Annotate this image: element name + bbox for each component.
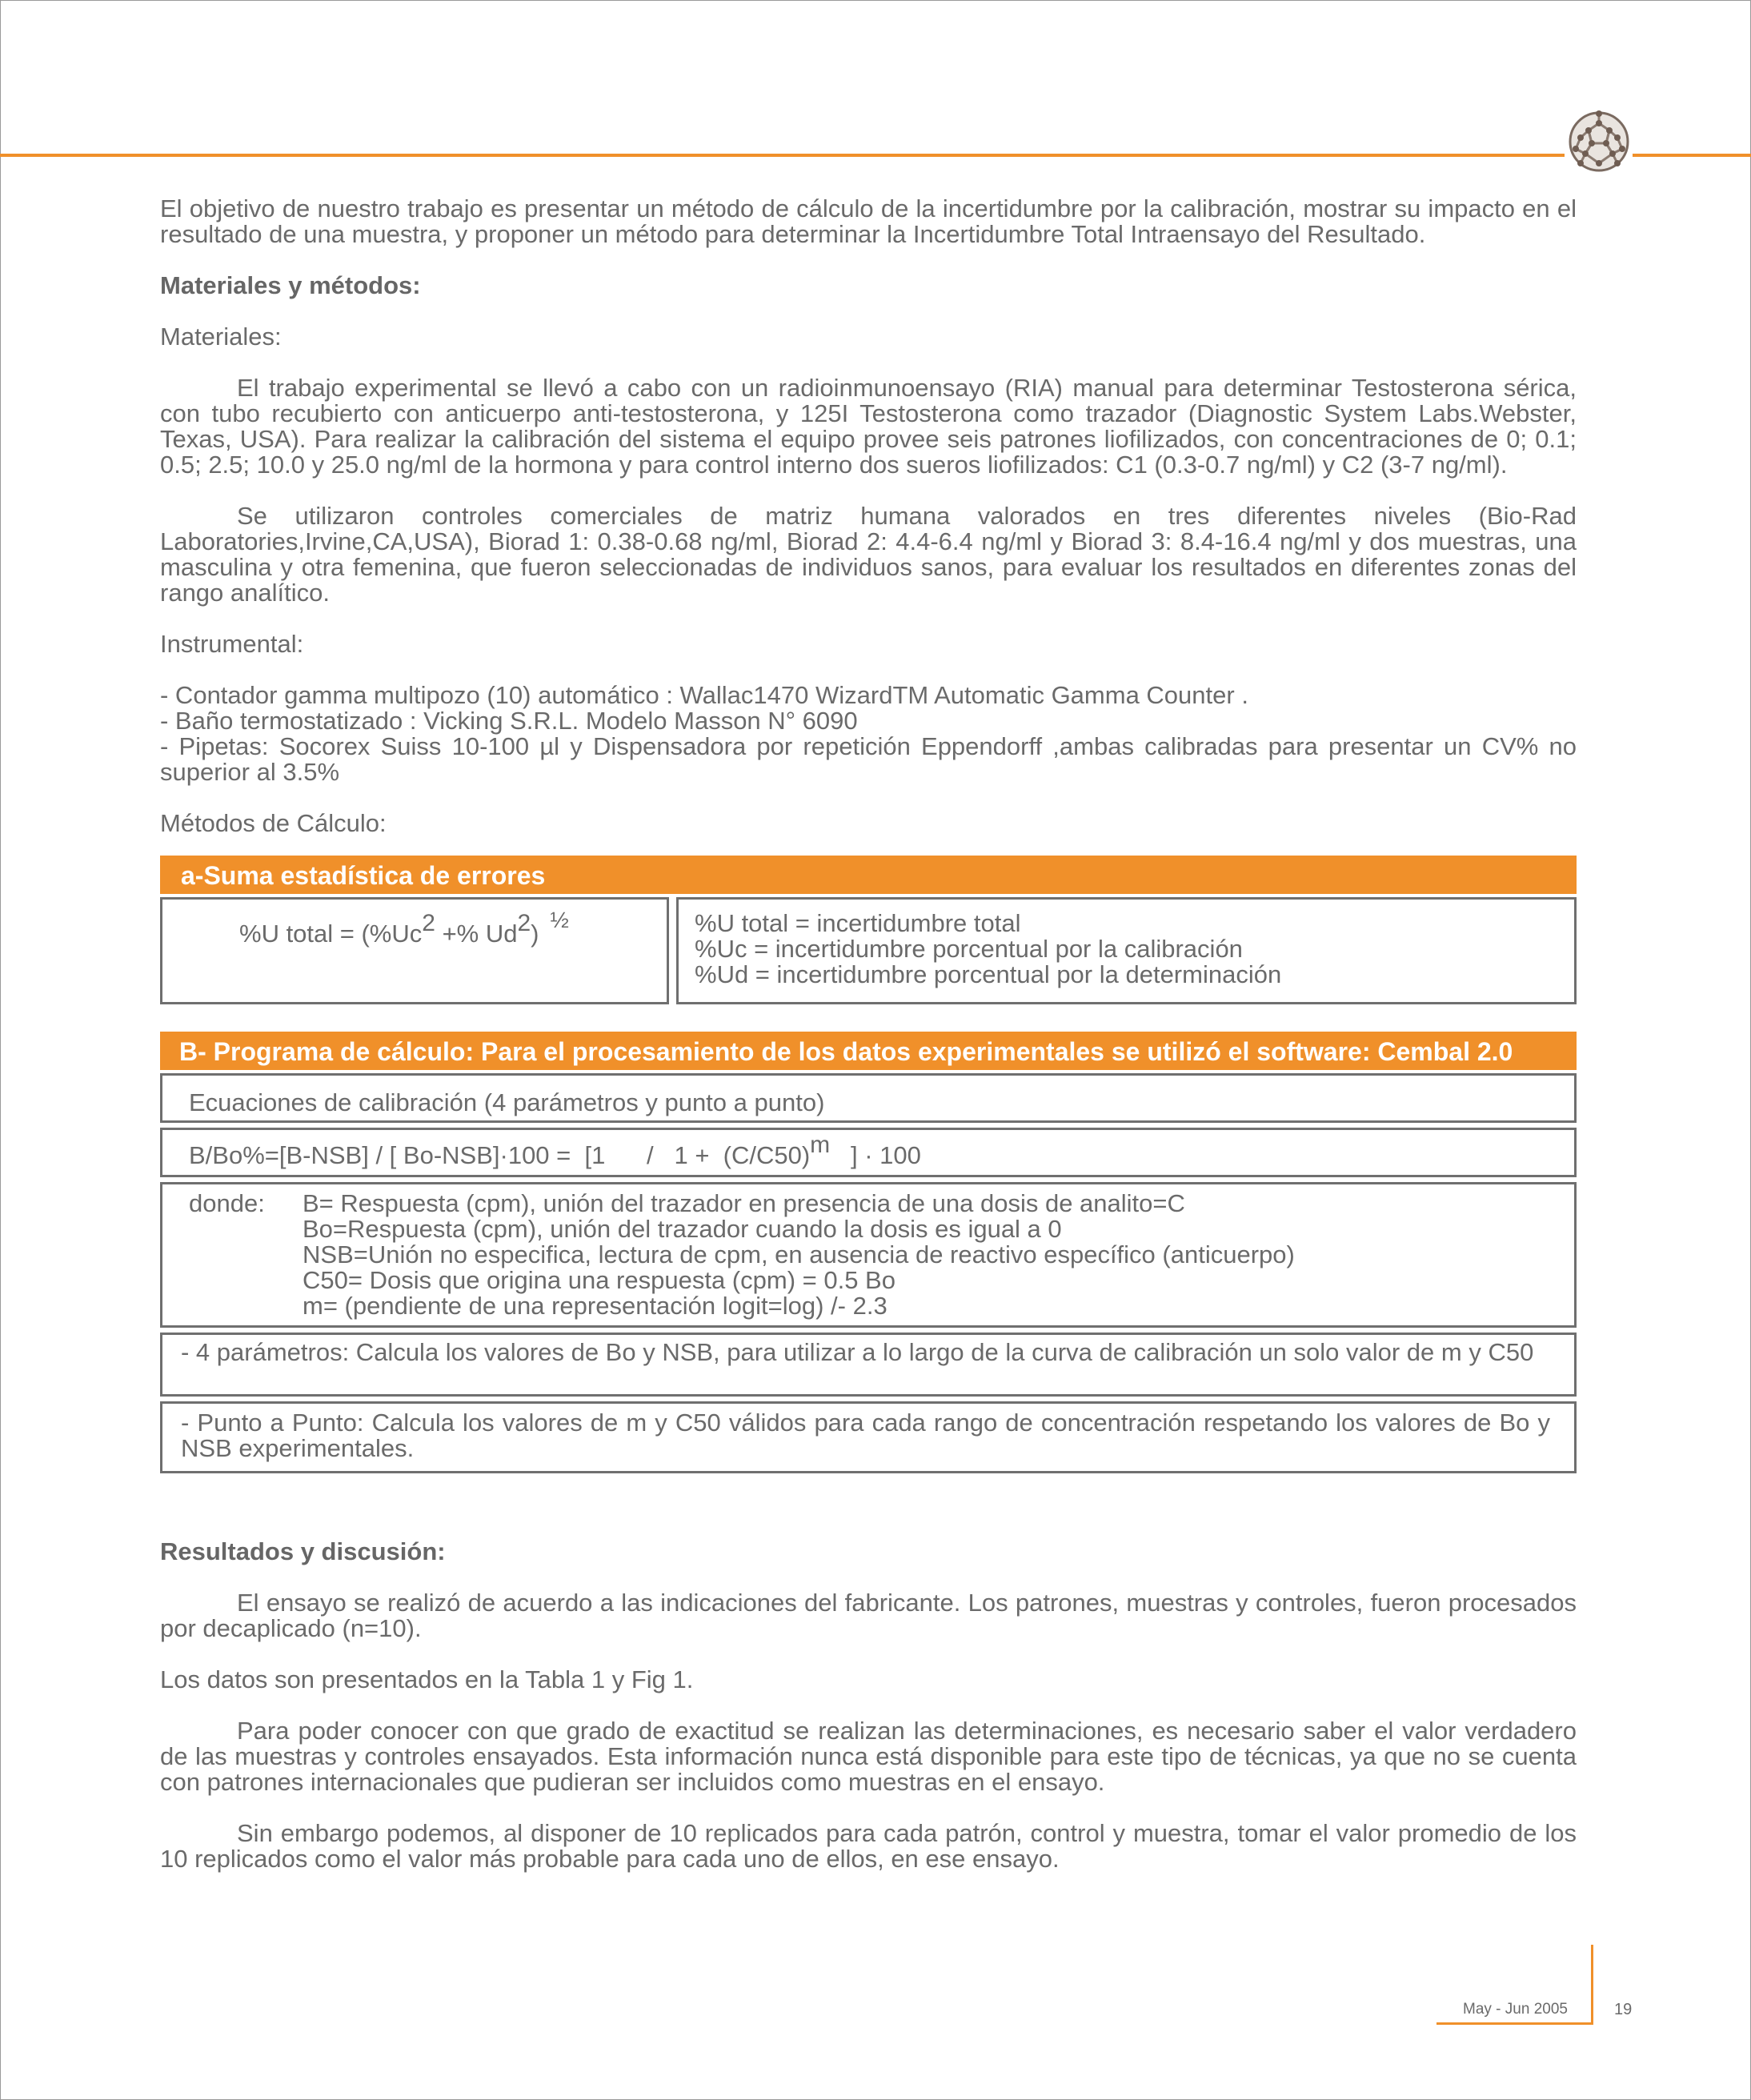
list-item: - Pipetas: Socorex Suiss 10-100 µl y Dispensadora por repetición Eppendorff ,ambas calibradas para presentar un CV% no superior al 3.5% xyxy=(160,732,1577,786)
resultados-paragraph-4: Sin embargo podemos, al disponer de 10 replicados para cada patrón, control y muestra, tomar el valor promedio de los 10 replicados como el valor más probable para cada uno de ellos, en ese ensayo. xyxy=(160,1819,1577,1873)
formula-exponent: 2 xyxy=(422,910,435,936)
section-b xyxy=(160,1032,1577,1473)
formula-left: B/Bo%=[B-NSB] / [ Bo-NSB]·100 = [1 xyxy=(189,1141,606,1169)
definitions-box xyxy=(676,897,1577,1004)
donde-box xyxy=(160,1182,1577,1328)
formula-exponent: 2 xyxy=(517,910,531,936)
materiales-label: Materiales: xyxy=(160,323,282,351)
sum-formula-box xyxy=(160,897,669,1004)
resultados-paragraph-1: El ensayo se realizó de acuerdo a las indicaciones del fabricante. Los patrones, muestras y controles, fueron procesados por decaplicado (n=10). xyxy=(160,1589,1577,1642)
header-rule xyxy=(0,154,1565,157)
list-item: - Contador gamma multipozo (10) automático : Wallac1470 WizardTM Automatic Gamma Counter . xyxy=(160,681,1248,709)
donde-item: NSB=Unión no especifica, lectura de cpm, en ausencia de reactivo específico (anticuerpo) xyxy=(303,1240,1295,1268)
header-rule-right xyxy=(1633,154,1751,157)
list-item: - Baño termostatizado : Vicking S.R.L. Modelo Masson N° 6090 xyxy=(160,707,858,735)
article-body xyxy=(160,196,1577,1872)
calibration-formula-box xyxy=(160,1128,1577,1177)
section-a xyxy=(160,856,1577,1004)
fullerene-ball-icon xyxy=(1563,106,1635,178)
formula-exponent: m xyxy=(810,1132,831,1158)
donde-item: C50= Dosis que origina una respuesta (cpm) = 0.5 Bo xyxy=(303,1266,896,1294)
footer-date: May - Jun 2005 xyxy=(1463,2001,1568,2018)
definition-item: %Ud = incertidumbre porcentual por la determinación xyxy=(695,960,1282,988)
instrumental-list xyxy=(160,683,1577,785)
formula-right: ] · 100 xyxy=(830,1141,921,1169)
intro-paragraph: El objetivo de nuestro trabajo es presentar un método de cálculo de la incertidumbre por la calibración, mostrar su impacto en el resultado de una muestra, y proponer un método para determinar la Incertidumbre Total Intraensayo del Resultado. xyxy=(160,194,1577,248)
resultados-heading: Resultados y discusión: xyxy=(160,1537,446,1565)
materiales-paragraph-2: Se utilizaron controles comerciales de matriz humana valorados en tres diferentes niveles (Bio-Rad Laboratories,Irvine,CA,USA), Biorad 1: 0.38-0.68 ng/ml, Biorad 2: 4.4-6.4 ng/ml y Biorad 3: 8.4-16.4 ng/ml y dos muestras, una masculina y otra femenina, que fueron seleccionadas de individuos sanos, para evaluar los resultados en diferentes zonas del rango analítico. xyxy=(160,502,1577,607)
cuatro-parametros-box: - 4 parámetros: Calcula los valores de Bo y NSB, para utilizar a lo largo de la curva de calibración un solo valor de m y C50 xyxy=(160,1333,1577,1397)
ecuaciones-box: Ecuaciones de calibración (4 parámetros y punto a punto) xyxy=(160,1073,1577,1123)
materiales-paragraph-1: El trabajo experimental se llevó a cabo con un radioinmunoensayo (RIA) manual para determinar Testosterona sérica, con tubo recubierto con anticuerpo anti-testosterona, y 125I Testosterona como trazador (Diagnostic System Labs.Webster, Texas, USA). Para realizar la calibración del sistema el equipo provee seis patrones liofilizados, con concentraciones de 0; 0.1; 0.5; 2.5; 10.0 y 25.0 ng/ml de la hormona y para control interno dos sueros liofilizados: C1 (0.3-0.7 ng/ml) y C2 (3-7 ng/ml). xyxy=(160,374,1577,479)
instrumental-label: Instrumental: xyxy=(160,630,304,658)
materiales-metodos-heading: Materiales y métodos: xyxy=(160,271,421,299)
formula-power: ½ xyxy=(550,908,569,932)
formula-denominator: / 1 + (C/C50) xyxy=(605,1141,811,1169)
footer-rule xyxy=(1436,2022,1592,2025)
donde-item: B= Respuesta (cpm), unión del trazador en presencia de una dosis de analito=C xyxy=(303,1189,1185,1217)
formula-prefix: %U total = (%Uc xyxy=(239,920,423,948)
resultados-paragraph-2: Los datos son presentados en la Tabla 1 y Fig 1. xyxy=(160,1665,694,1693)
section-b-title: B- Programa de cálculo: Para el procesamiento de los datos experimentales se utilizó el software: Cembal 2.0 xyxy=(160,1032,1577,1070)
section-a-title: a-Suma estadística de errores xyxy=(160,856,1577,894)
definition-item: %U total = incertidumbre total xyxy=(695,909,1021,937)
donde-item: Bo=Respuesta (cpm), unión del trazador cuando la dosis es igual a 0 xyxy=(303,1215,1062,1243)
definition-item: %Uc = incertidumbre porcentual por la calibración xyxy=(695,935,1243,963)
metodos-calculo-label: Métodos de Cálculo: xyxy=(160,809,387,837)
footer-divider xyxy=(1591,1945,1593,2025)
formula-suffix: ) xyxy=(531,920,539,948)
resultados-paragraph-3: Para poder conocer con que grado de exactitud se realizan las determinaciones, es necesario saber el valor verdadero de las muestras y controles ensayados. Esta información nunca está disponible para este tipo de técnicas, ya que no se cuenta con patrones internacionales que pudieran ser incluidos como muestras en el ensayo. xyxy=(160,1717,1577,1796)
donde-item: m= (pendiente de una representación logit=log) /- 2.3 xyxy=(303,1292,888,1320)
formula-mid: +% Ud xyxy=(435,920,518,948)
donde-label: donde: xyxy=(189,1189,265,1217)
page-number: 19 xyxy=(1614,2001,1633,2018)
punto-a-punto-box: - Punto a Punto: Calcula los valores de m y C50 válidos para cada rango de concentración respetando los valores de Bo y NSB experimentales. xyxy=(160,1401,1577,1473)
